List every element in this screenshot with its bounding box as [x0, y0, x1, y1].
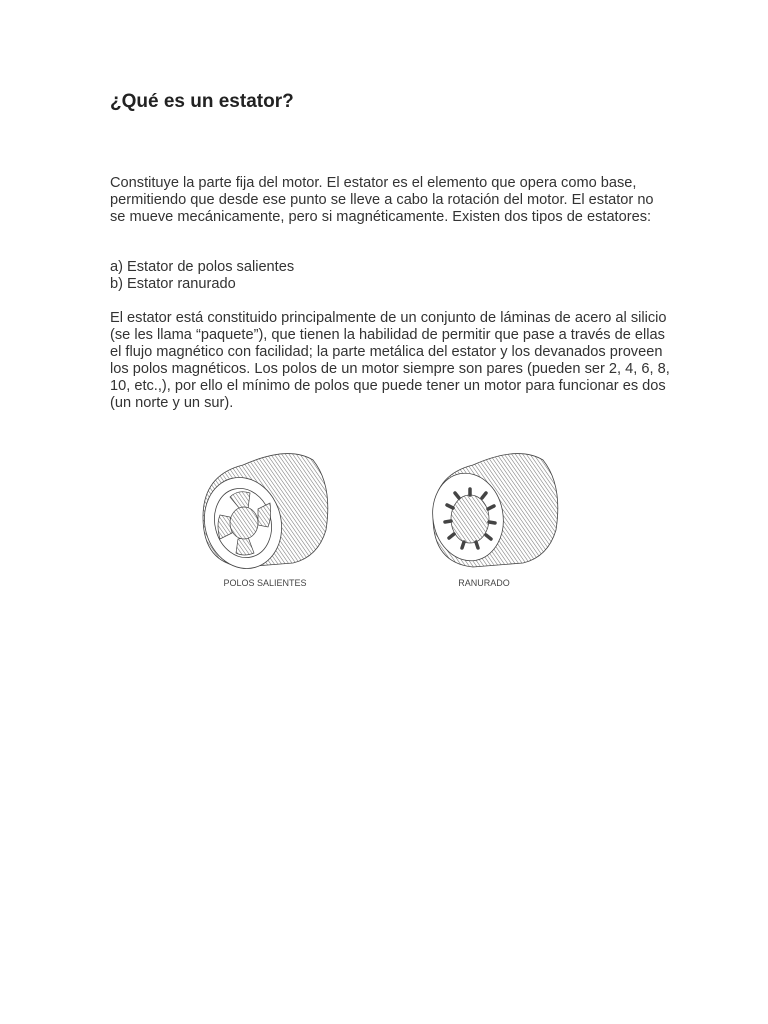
- list-item: a) Estator de polos salientes: [110, 259, 295, 275]
- list-item: b) Estator ranurado: [110, 276, 236, 292]
- slotted-stator-image: [428, 445, 568, 575]
- stator-types-list: [110, 259, 670, 293]
- description-paragraph: El estator está constituido principalmente de un conjunto de láminas de acero al silicio (se les llama “paquete”), que tienen la habilidad de permitir que pase a través de ellas el flujo magnético con facilidad; la parte metálica del estator y los devanados proveen los polos magnéticos. Los polos de un motor siempre son pares (pueden ser 2, 4, 6, 8, 10, etc.,), por ello el mínimo de polos que puede tener un motor para funcionar es dos (un norte y un sur).: [110, 310, 670, 411]
- intro-paragraph: Constituye la parte fija del motor. El estator es el elemento que opera como base, permitiendo que desde ese punto se lleve a cabo la rotación del motor. El estator no se mueve mecánicamente, pero si magnéticamente. Existen dos tipos de estatores:: [110, 175, 654, 225]
- page-title: ¿Qué es un estator?: [110, 91, 294, 112]
- salient-poles-stator-image: [198, 445, 338, 575]
- figure-caption: POLOS SALIENTES: [223, 578, 307, 588]
- figure-caption: RANURADO: [458, 578, 510, 588]
